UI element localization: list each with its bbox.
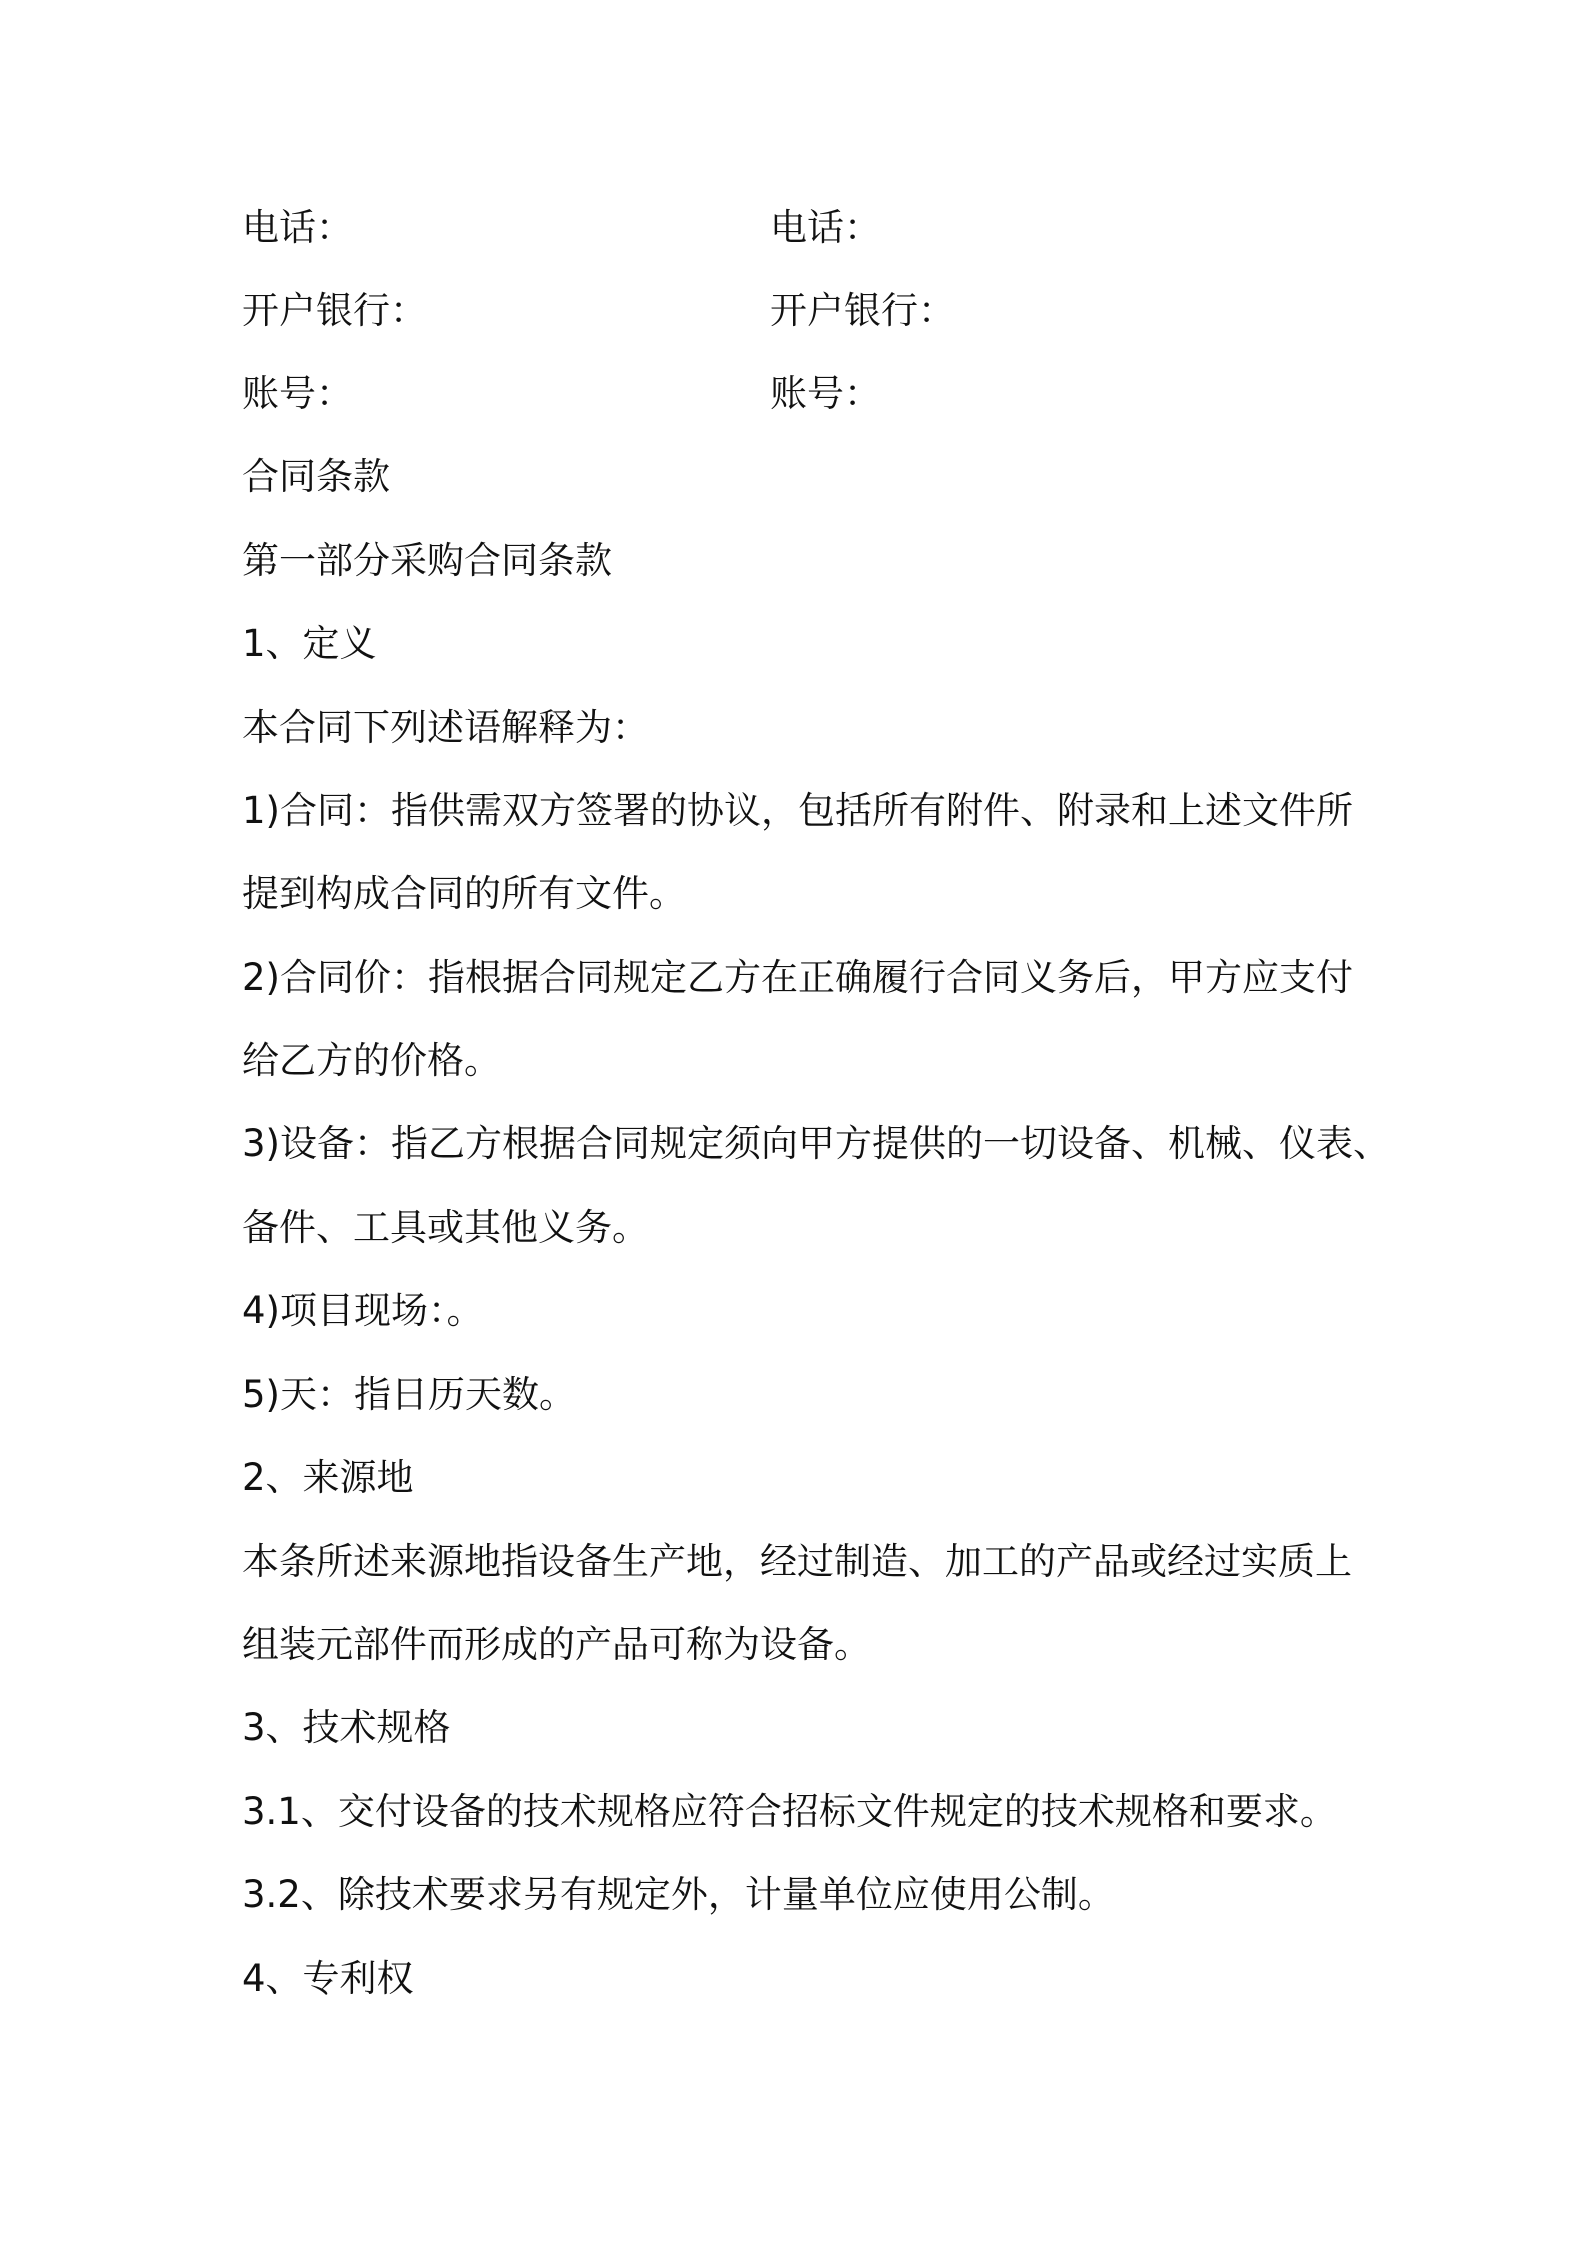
- section-2-line-1: 本条所述来源地指设备生产地，经过制造、加工的产品或经过实质上: [242, 1540, 1352, 1583]
- party-a-phone-label: 电话：: [242, 206, 353, 249]
- definition-3-line-2: 备件、工具或其他义务。: [242, 1206, 649, 1249]
- party-b-bank-label: 开户银行：: [770, 289, 955, 332]
- party-a-account-label: 账号：: [242, 372, 353, 415]
- section-3-heading: 3、技术规格: [242, 1706, 451, 1749]
- section-2-heading: 2、来源地: [242, 1456, 414, 1499]
- part-one-title: 第一部分采购合同条款: [242, 539, 612, 582]
- definition-3-line-1: 3)设备：指乙方根据合同规定须向甲方提供的一切设备、机械、仪表、: [242, 1122, 1390, 1165]
- definition-5: 5)天：指日历天数。: [242, 1373, 576, 1416]
- definition-1-line-1: 1)合同：指供需双方签署的协议，包括所有附件、附录和上述文件所: [242, 789, 1353, 832]
- section-4-heading: 4、专利权: [242, 1957, 414, 2000]
- section-3-2: 3.2、除技术要求另有规定外，计量单位应使用公制。: [242, 1873, 1115, 1916]
- definition-4: 4)项目现场：。: [242, 1289, 484, 1332]
- section-1-intro: 本合同下列述语解释为：: [242, 706, 649, 749]
- definition-2-line-1: 2)合同价：指根据合同规定乙方在正确履行合同义务后，甲方应支付: [242, 956, 1353, 999]
- section-1-heading: 1、定义: [242, 622, 377, 665]
- definition-1-line-2: 提到构成合同的所有文件。: [242, 872, 686, 915]
- section-2-line-2: 组装元部件而形成的产品可称为设备。: [242, 1623, 871, 1666]
- section-3-1: 3.1、交付设备的技术规格应符合招标文件规定的技术规格和要求。: [242, 1790, 1337, 1833]
- definition-2-line-2: 给乙方的价格。: [242, 1039, 501, 1082]
- party-b-account-label: 账号：: [770, 372, 881, 415]
- party-b-phone-label: 电话：: [770, 206, 881, 249]
- party-a-bank-label: 开户银行：: [242, 289, 427, 332]
- contract-terms-title: 合同条款: [242, 455, 390, 498]
